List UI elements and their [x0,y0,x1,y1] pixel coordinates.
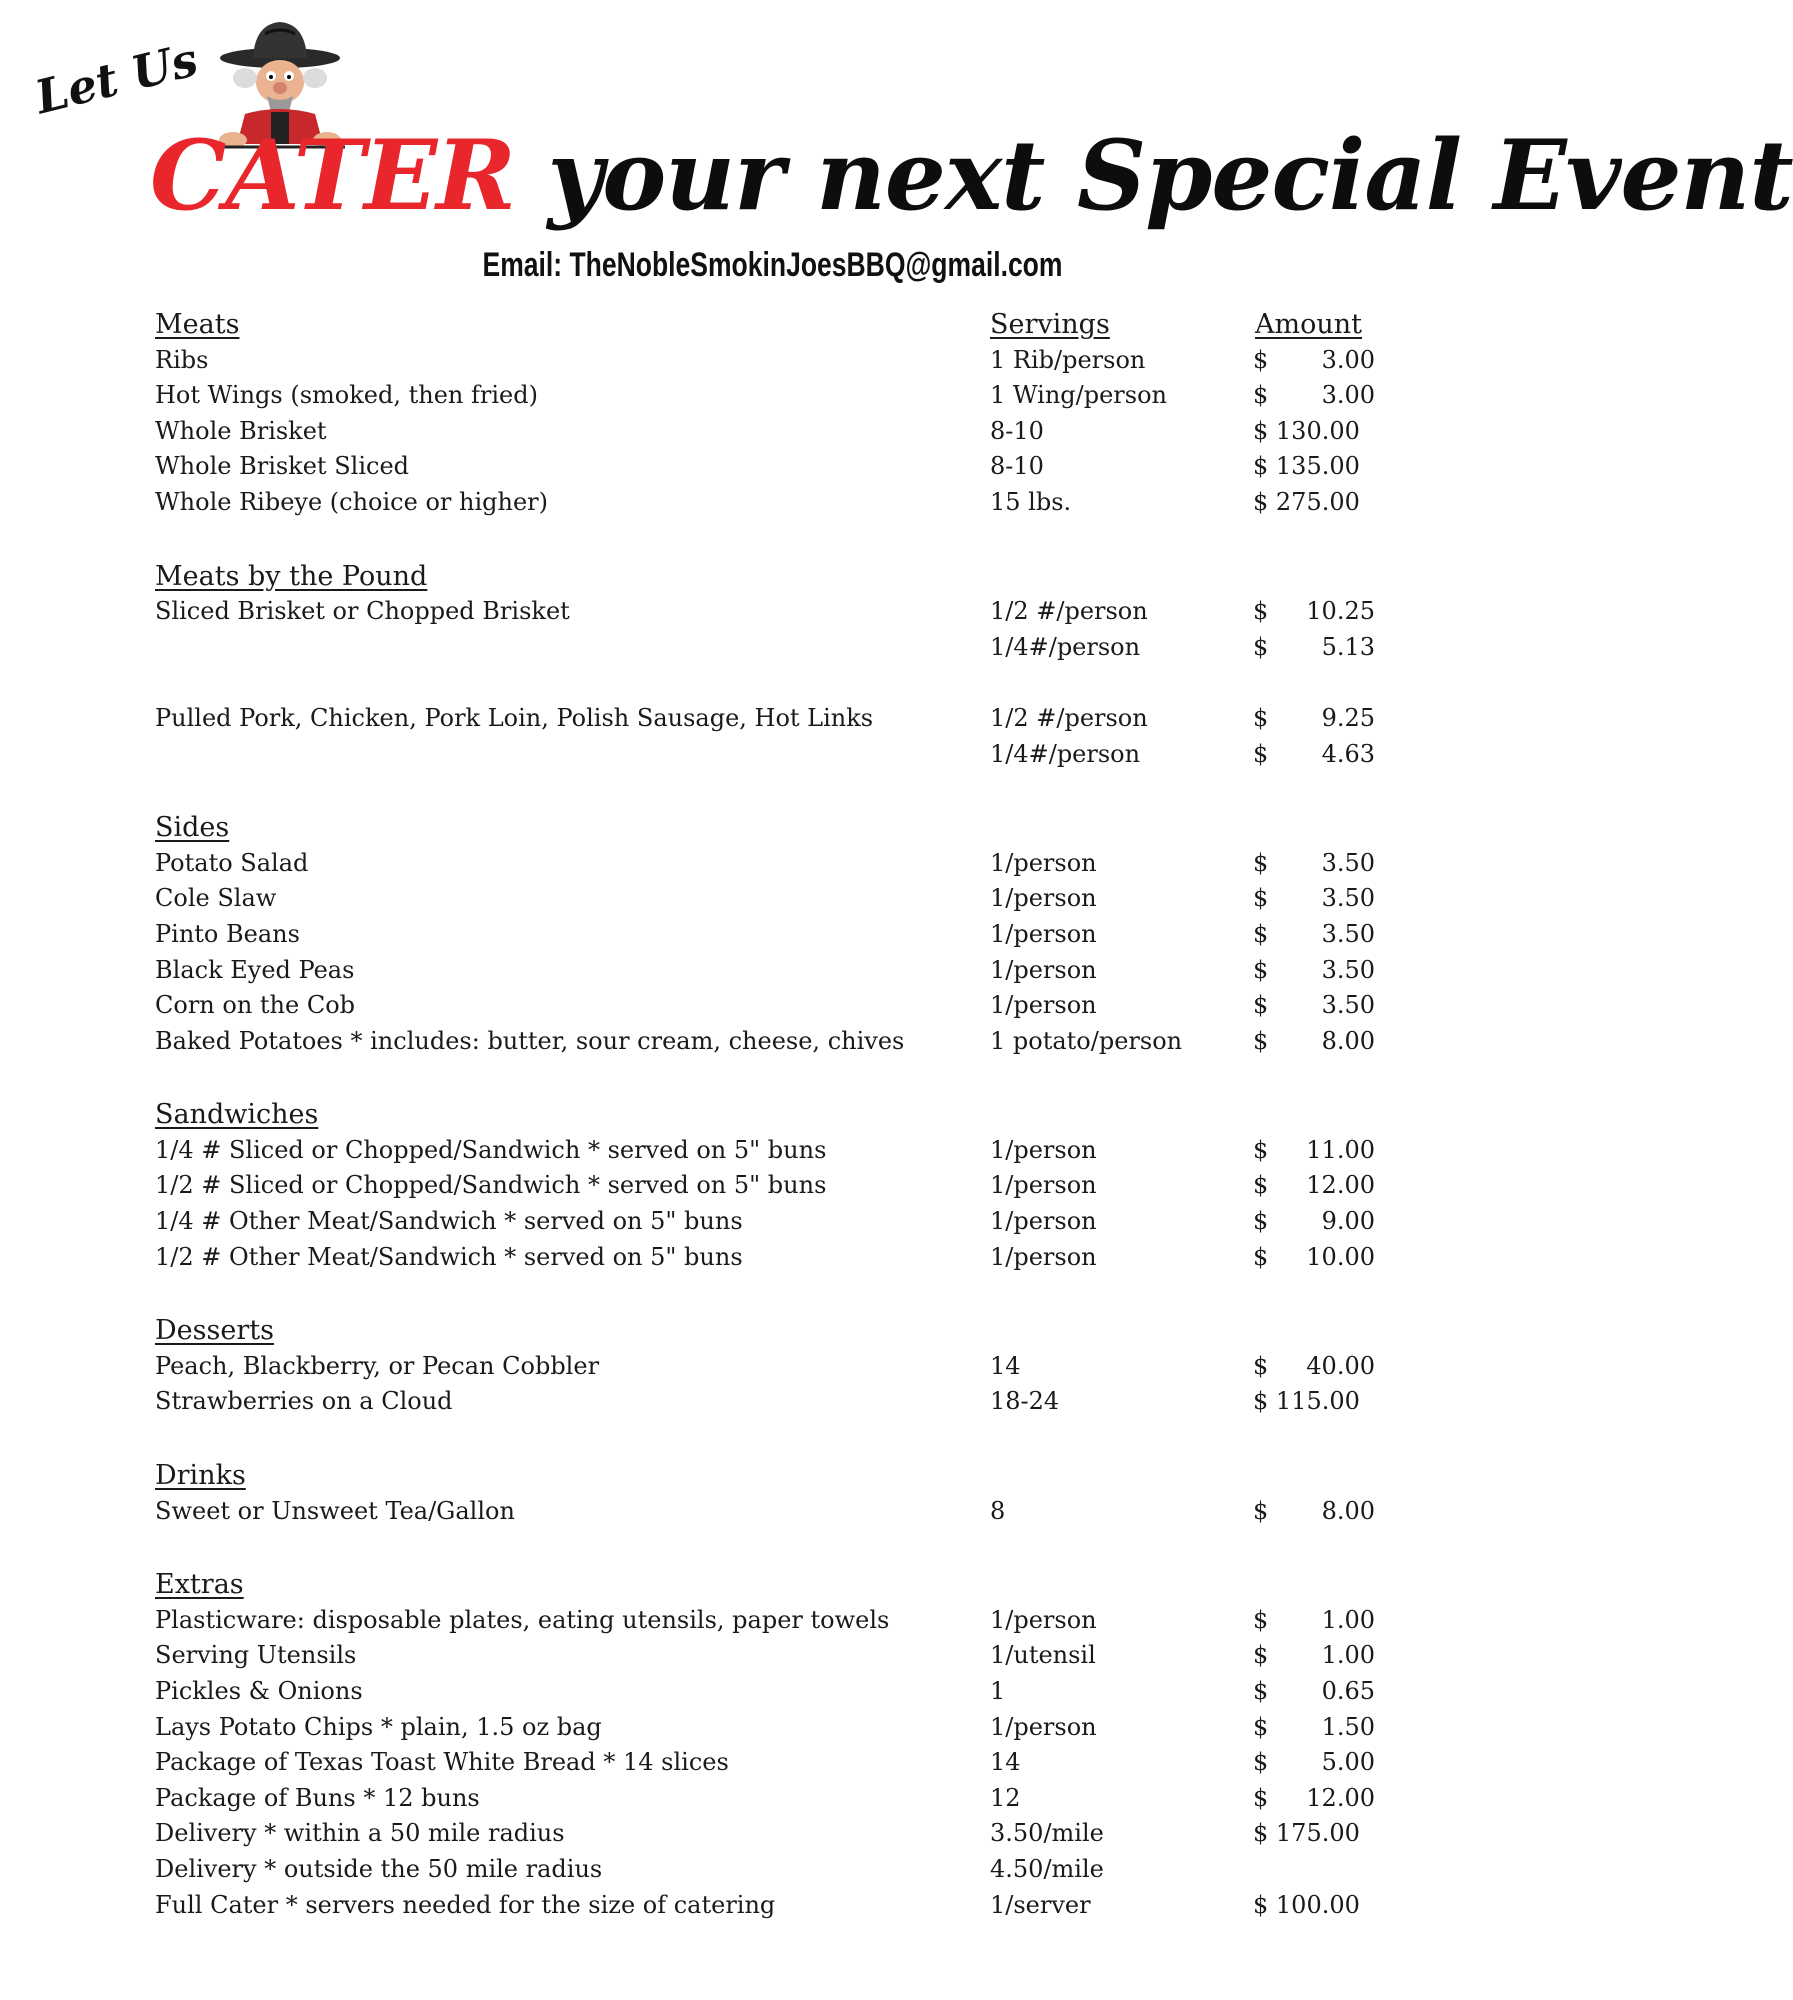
dollar-sign: $ [1253,1135,1269,1164]
item-price: 3.00 [1321,345,1375,374]
dollar-sign: $ [1253,1026,1269,1055]
menu-item [155,846,1395,882]
item-price: $ 100.00 [1253,1890,1360,1919]
item-name: 1/2 # Sliced or Chopped/Sandwich * served on 5" buns [155,1171,827,1200]
item-servings: 1 potato/person [990,1026,1183,1055]
menu-item [155,1710,1395,1746]
dollar-sign: $ [1253,739,1269,768]
item-price: 1.50 [1321,1712,1375,1741]
item-name: Peach, Blackberry, or Pecan Cobbler [155,1351,600,1380]
item-name: Pulled Pork, Chicken, Pork Loin, Polish Sausage, Hot Links [155,703,874,732]
spacer [155,1529,1395,1567]
item-name: Package of Texas Toast White Bread * 14 slices [155,1748,729,1777]
menu-item [155,1888,1395,1924]
item-servings: 1/person [990,955,1097,984]
section-header-meats [155,307,1395,343]
menu-item [155,1852,1395,1888]
item-servings: 1/person [990,1712,1097,1741]
item-name: Pinto Beans [155,919,300,948]
menu-header [0,0,1793,300]
item-price: 5.00 [1321,1748,1375,1777]
spacer [155,521,1395,559]
item-servings: 18-24 [990,1387,1060,1416]
section-title: Sides [155,812,230,844]
menu-item [155,1781,1395,1817]
item-servings: 4.50/mile [990,1854,1104,1883]
item-name: Corn on the Cob [155,991,356,1020]
item-servings: 1/person [990,1242,1097,1271]
menu-item [155,1494,1395,1530]
section-title: Drinks [155,1460,246,1492]
menu-item [155,1133,1395,1169]
menu-item [155,953,1395,989]
item-price: 8.00 [1321,1496,1375,1525]
dollar-sign: $ [1253,632,1269,661]
item-servings: 14 [990,1748,1021,1777]
section-header-sandwiches [155,1097,1395,1133]
menu-item [155,1745,1395,1781]
dollar-sign: $ [1253,345,1269,374]
item-price: 3.50 [1321,884,1375,913]
section-header-extras [155,1567,1395,1603]
item-name: Black Eyed Peas [155,955,355,984]
item-servings: 1/person [990,1605,1097,1634]
item-price: $ 115.00 [1253,1387,1360,1416]
menu-item [155,1168,1395,1204]
section-header-sides [155,810,1395,846]
item-servings: 8-10 [990,452,1044,481]
item-name: Whole Brisket [155,416,327,445]
menu-item [155,1674,1395,1710]
section-header-desserts [155,1313,1395,1349]
item-name: Lays Potato Chips * plain, 1.5 oz bag [155,1712,602,1741]
item-servings: 1/person [990,1135,1097,1164]
dollar-sign: $ [1253,1351,1269,1380]
menu-item [155,485,1395,521]
item-servings: 1/person [990,919,1097,948]
headline [150,119,1793,232]
item-servings: 1/person [990,1207,1097,1236]
item-price: 5.13 [1321,632,1375,661]
item-price: $ 130.00 [1253,416,1360,445]
email-address: Email: TheNobleSmokinJoesBBQ@gmail.com [482,246,1063,284]
menu-item [155,378,1395,414]
dollar-sign: $ [1253,1712,1269,1741]
servings-header: Servings [990,309,1110,340]
dollar-sign: $ [1253,1605,1269,1634]
menu-item [155,630,1395,666]
menu-item [155,988,1395,1024]
item-name: Whole Brisket Sliced [155,452,410,481]
dollar-sign: $ [1253,1748,1269,1777]
section-title: Extras [155,1569,244,1601]
item-price: 3.00 [1321,381,1375,410]
spacer [155,1059,1395,1097]
spacer [155,1420,1395,1458]
item-name: Plasticware: disposable plates, eating utensils, paper towels [155,1605,890,1634]
menu-item [155,343,1395,379]
section-title: Meats by the Pound [155,560,428,592]
item-price: 1.00 [1321,1605,1375,1634]
menu-item [155,737,1395,773]
item-price: 4.63 [1321,739,1375,768]
item-servings: 1/person [990,1171,1097,1200]
menu-item [155,1349,1395,1385]
menu-item [155,1638,1395,1674]
item-servings: 1 Rib/person [990,345,1146,374]
item-price: 3.50 [1321,991,1375,1020]
item-servings: 12 [990,1783,1021,1812]
dollar-sign: $ [1253,1783,1269,1812]
dollar-sign: $ [1253,991,1269,1020]
dollar-sign: $ [1253,848,1269,877]
headline-rest: your next Special Event [547,119,1793,232]
item-servings: 1/person [990,884,1097,913]
spacer [155,1275,1395,1313]
item-servings: 1/server [990,1890,1091,1919]
menu-item [155,1603,1395,1639]
item-price: 12.00 [1306,1783,1375,1812]
dollar-sign: $ [1253,955,1269,984]
item-name: Serving Utensils [155,1641,357,1670]
item-servings: 1/person [990,991,1097,1020]
dollar-sign: $ [1253,1242,1269,1271]
section-title: Sandwiches [155,1099,319,1131]
section-title: Desserts [155,1315,274,1347]
item-price: 3.50 [1321,955,1375,984]
dollar-sign: $ [1253,1496,1269,1525]
item-name: Ribs [155,345,209,374]
item-name: Whole Ribeye (choice or higher) [155,487,548,516]
item-name: Potato Salad [155,848,309,877]
item-price: 3.50 [1321,919,1375,948]
item-servings: 14 [990,1351,1021,1380]
item-name: Delivery * outside the 50 mile radius [155,1854,603,1883]
menu-item [155,414,1395,450]
item-servings: 3.50/mile [990,1819,1104,1848]
dollar-sign: $ [1253,381,1269,410]
item-servings: 8-10 [990,416,1044,445]
item-servings: 1/2 #/person [990,597,1148,626]
menu-item [155,449,1395,485]
menu-item [155,594,1395,630]
dollar-sign: $ [1253,1171,1269,1200]
menu-item [155,701,1395,737]
menu-item [155,1816,1395,1852]
item-price: 0.65 [1321,1677,1375,1705]
item-servings: 1/4#/person [990,632,1141,661]
item-price: 40.00 [1306,1351,1375,1380]
menu-table [155,307,1395,1923]
item-price: $ 135.00 [1253,452,1360,481]
section-header-drinks [155,1458,1395,1494]
menu-item [155,1384,1395,1420]
item-name: Full Cater * servers needed for the size of catering [155,1890,776,1919]
item-servings: 8 [990,1496,1006,1525]
section-header-meats-by-pound [155,559,1395,595]
item-price: 8.00 [1321,1026,1375,1055]
item-name: 1/4 # Other Meat/Sandwich * served on 5" buns [155,1207,743,1236]
menu-item [155,1204,1395,1240]
item-name: Package of Buns * 12 buns [155,1783,480,1812]
item-servings: 1/2 #/person [990,703,1148,732]
item-price: 10.00 [1306,1242,1375,1271]
spacer [155,772,1395,810]
item-servings: 15 lbs. [990,487,1072,516]
item-name: Hot Wings (smoked, then fried) [155,381,538,410]
item-name: Strawberries on a Cloud [155,1387,453,1416]
item-price: 9.00 [1321,1207,1375,1236]
dollar-sign: $ [1253,1677,1269,1705]
item-price: 3.50 [1321,848,1375,877]
item-price: 12.00 [1306,1171,1375,1200]
item-price: 11.00 [1306,1135,1375,1164]
item-servings: 1/utensil [990,1641,1096,1670]
item-servings: 1 Wing/person [990,381,1167,410]
dollar-sign: $ [1253,884,1269,913]
item-servings: 1 [990,1677,1006,1705]
item-servings: 1/person [990,848,1097,877]
headline-cater: CATER [150,119,516,232]
item-price: 10.25 [1306,597,1375,626]
menu-item [155,917,1395,953]
item-price: 1.00 [1321,1641,1375,1670]
menu-item [155,1240,1395,1276]
dollar-sign: $ [1253,1641,1269,1670]
dollar-sign: $ [1253,597,1269,626]
item-servings: 1/4#/person [990,739,1141,768]
item-name: 1/4 # Sliced or Chopped/Sandwich * served on 5" buns [155,1135,827,1164]
amount-header: Amount [1255,309,1362,340]
dollar-sign: $ [1253,703,1269,732]
item-price: $ 175.00 [1253,1819,1360,1848]
spacer [155,665,1395,701]
item-name: 1/2 # Other Meat/Sandwich * served on 5" buns [155,1242,743,1271]
item-name: Sliced Brisket or Chopped Brisket [155,597,570,626]
item-name: Delivery * within a 50 mile radius [155,1819,565,1848]
item-price: 9.25 [1321,703,1375,732]
menu-item [155,1024,1395,1060]
item-name: Cole Slaw [155,884,277,913]
dollar-sign: $ [1253,919,1269,948]
let-us-text: Let Us [30,32,204,125]
item-price: $ 275.00 [1253,487,1360,516]
dollar-sign: $ [1253,1207,1269,1236]
section-title: Meats [155,309,240,340]
item-name: Sweet or Unsweet Tea/Gallon [155,1496,515,1525]
item-name: Baked Potatoes * includes: butter, sour cream, cheese, chives [155,1026,905,1055]
item-name: Pickles & Onions [155,1677,363,1705]
menu-item [155,881,1395,917]
